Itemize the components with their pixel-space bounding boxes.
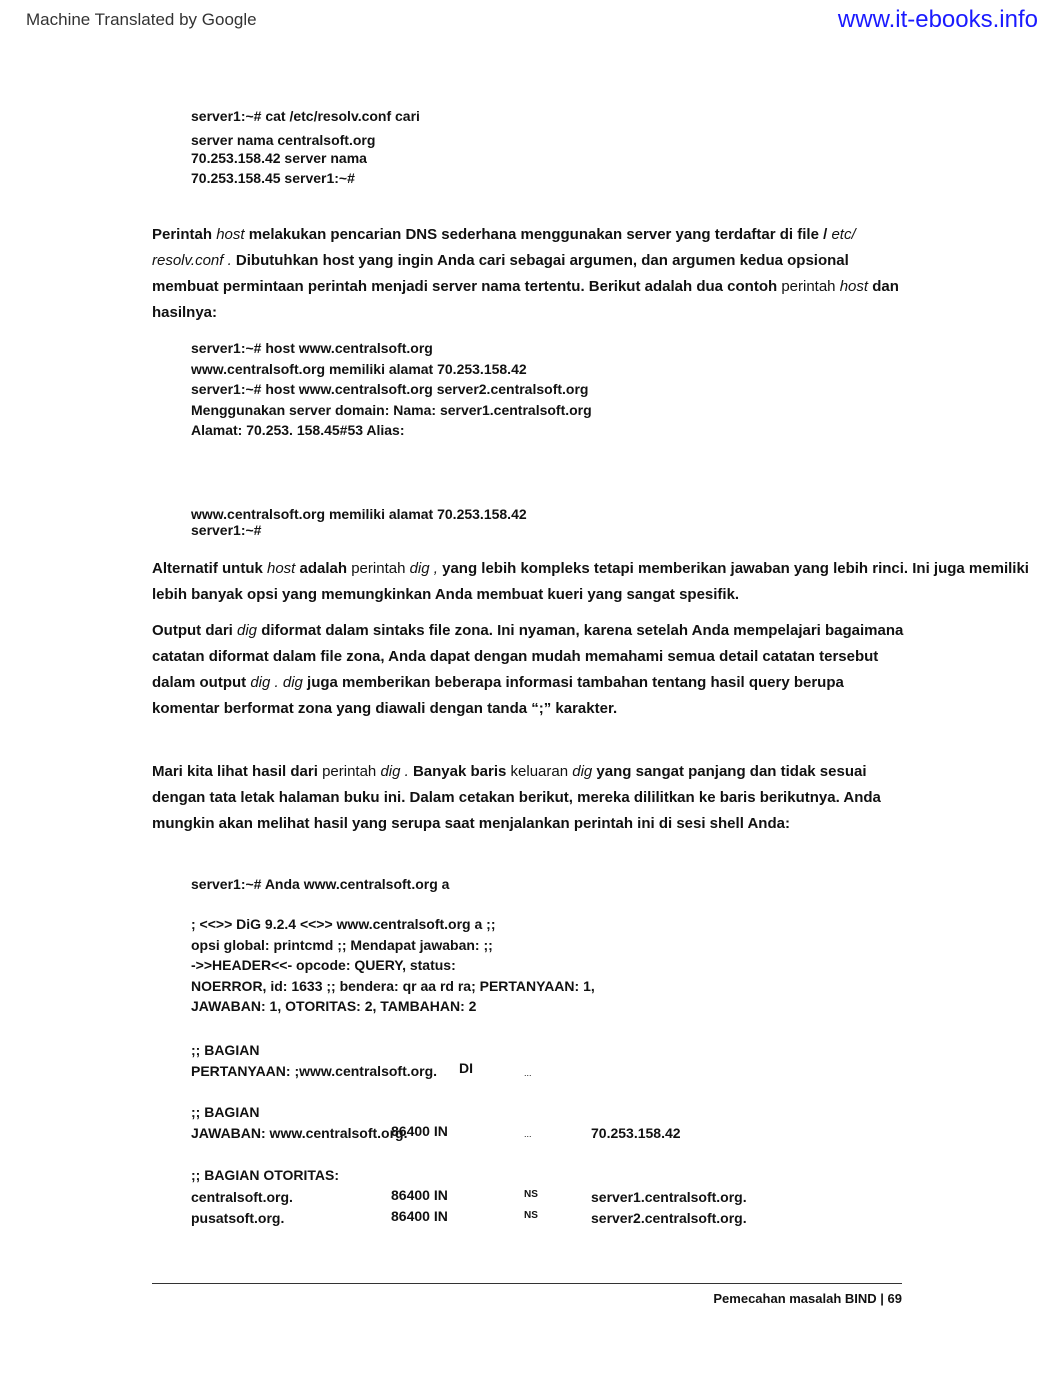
- answer-type: ...: [524, 1129, 532, 1139]
- paragraph-dig-alternative: Alternatif untuk host adalah perintah dig , yang lebih kompleks tetapi memberikan jawaban yang lebih rinci. Ini juga memiliki lebih banyak opsi yang memungkinkan Anda membuat kueri yang sangat spesifik.: [152, 560, 1029, 603]
- code-line: ;; BAGIAN: [191, 1042, 260, 1058]
- page-footer: Pemecahan masalah BIND | 69: [713, 1291, 902, 1306]
- code-line: server1:~#: [191, 522, 262, 538]
- code-line: JAWABAN: www.centralsoft.org.: [191, 1124, 408, 1141]
- authority-name: centralsoft.org.: [191, 1189, 293, 1205]
- site-link[interactable]: www.it-ebooks.info: [837, 6, 1038, 33]
- code-dig-command: server1:~# Anda www.centralsoft.org a: [191, 876, 450, 892]
- answer-ip: 70.253.158.42: [591, 1125, 681, 1141]
- answer-ttl: 86400 IN: [391, 1123, 448, 1139]
- paragraph-host: Perintah host melakukan pencarian DNS sederhana menggunakan server yang terdaftar di file / etc/ resolv.conf . Dibutuhkan host yang ingin Anda cari sebagai argumen, dan argumen kedua opsional membuat permintaan perintah menjadi server nama tertentu. Berikut adalah dua contoh perintah host dan hasilnya:: [152, 226, 899, 321]
- authority-name: pusatsoft.org.: [191, 1210, 285, 1226]
- code-line: www.centralsoft.org memiliki alamat 70.253.158.42: [191, 506, 527, 522]
- code-line: www.centralsoft.org memiliki alamat 70.253.158.42: [191, 360, 527, 377]
- code-line: 70.253.158.45 server1:~#: [191, 169, 355, 186]
- paragraph-dig-output: Output dari dig diformat dalam sintaks file zona. Ini nyaman, karena setelah Anda mempelajari bagaimana catatan diformat dalam file zona, Anda dapat dengan mudah memahami semua detail catatan tersebut dalam output dig . dig juga memberikan beberapa informasi tambahan tentang hasil query berupa komentar berformat zona yang diawali dengan tanda “;” karakter.: [152, 622, 904, 717]
- code-line: server1:~# host www.centralsoft.org server2.centralsoft.org: [191, 381, 589, 397]
- code-line: JAWABAN: 1, OTORITAS: 2, TAMBAHAN: 2: [191, 998, 477, 1014]
- code-line: 70.253.158.42 server nama: [191, 149, 367, 166]
- code-line: server1:~# host www.centralsoft.org: [191, 340, 433, 356]
- footer-divider: [152, 1283, 902, 1284]
- code-dig-answer: [191, 1102, 408, 1143]
- authority-ttl: 86400 IN: [391, 1208, 448, 1224]
- authority-value: server2.centralsoft.org.: [591, 1210, 747, 1226]
- code-block-host-result: [191, 506, 527, 538]
- code-line: ; <<>> DiG 9.2.4 <<>> www.centralsoft.org a ;;: [191, 916, 496, 932]
- code-line: server1:~# cat /etc/resolv.conf cari: [191, 108, 420, 124]
- authority-type: NS: [524, 1210, 538, 1221]
- code-block-host: [191, 338, 592, 441]
- code-line: server nama centralsoft.org: [191, 131, 376, 148]
- code-dig-question: [191, 1040, 437, 1081]
- code-dig-authority-label: ;; BAGIAN OTORITAS:: [191, 1167, 340, 1183]
- code-line: ->>HEADER<<- opcode: QUERY, status:: [191, 957, 456, 973]
- code-line: NOERROR, id: 1633 ;; bendera: qr aa rd ra; PERTANYAAN: 1,: [191, 977, 595, 994]
- authority-type: NS: [524, 1189, 538, 1200]
- code-line: Menggunakan server domain: Nama: server1.centralsoft.org: [191, 401, 592, 418]
- code-line: ;; BAGIAN: [191, 1104, 260, 1120]
- question-class: DI: [459, 1060, 473, 1076]
- code-dig-header: [191, 914, 595, 1017]
- code-line: PERTANYAAN: ;www.centralsoft.org.: [191, 1062, 438, 1079]
- code-line: Alamat: 70.253. 158.45#53 Alias:: [191, 422, 405, 438]
- machine-translated-label: Machine Translated by Google: [26, 10, 257, 29]
- code-block-resolv: [191, 106, 420, 188]
- code-line: opsi global: printcmd ;; Mendapat jawaban: ;;: [191, 936, 493, 953]
- authority-value: server1.centralsoft.org.: [591, 1189, 747, 1205]
- authority-ttl: 86400 IN: [391, 1187, 448, 1203]
- question-type: ...: [524, 1068, 532, 1078]
- paragraph-dig-example: Mari kita lihat hasil dari perintah dig . Banyak baris keluaran dig yang sangat panjang dan tidak sesuai dengan tata letak halaman buku ini. Dalam cetakan berikut, mereka dililitkan ke baris berikutnya. Anda mungkin akan melihat hasil yang serupa saat menjalankan perintah ini di sesi shell Anda:: [152, 763, 881, 832]
